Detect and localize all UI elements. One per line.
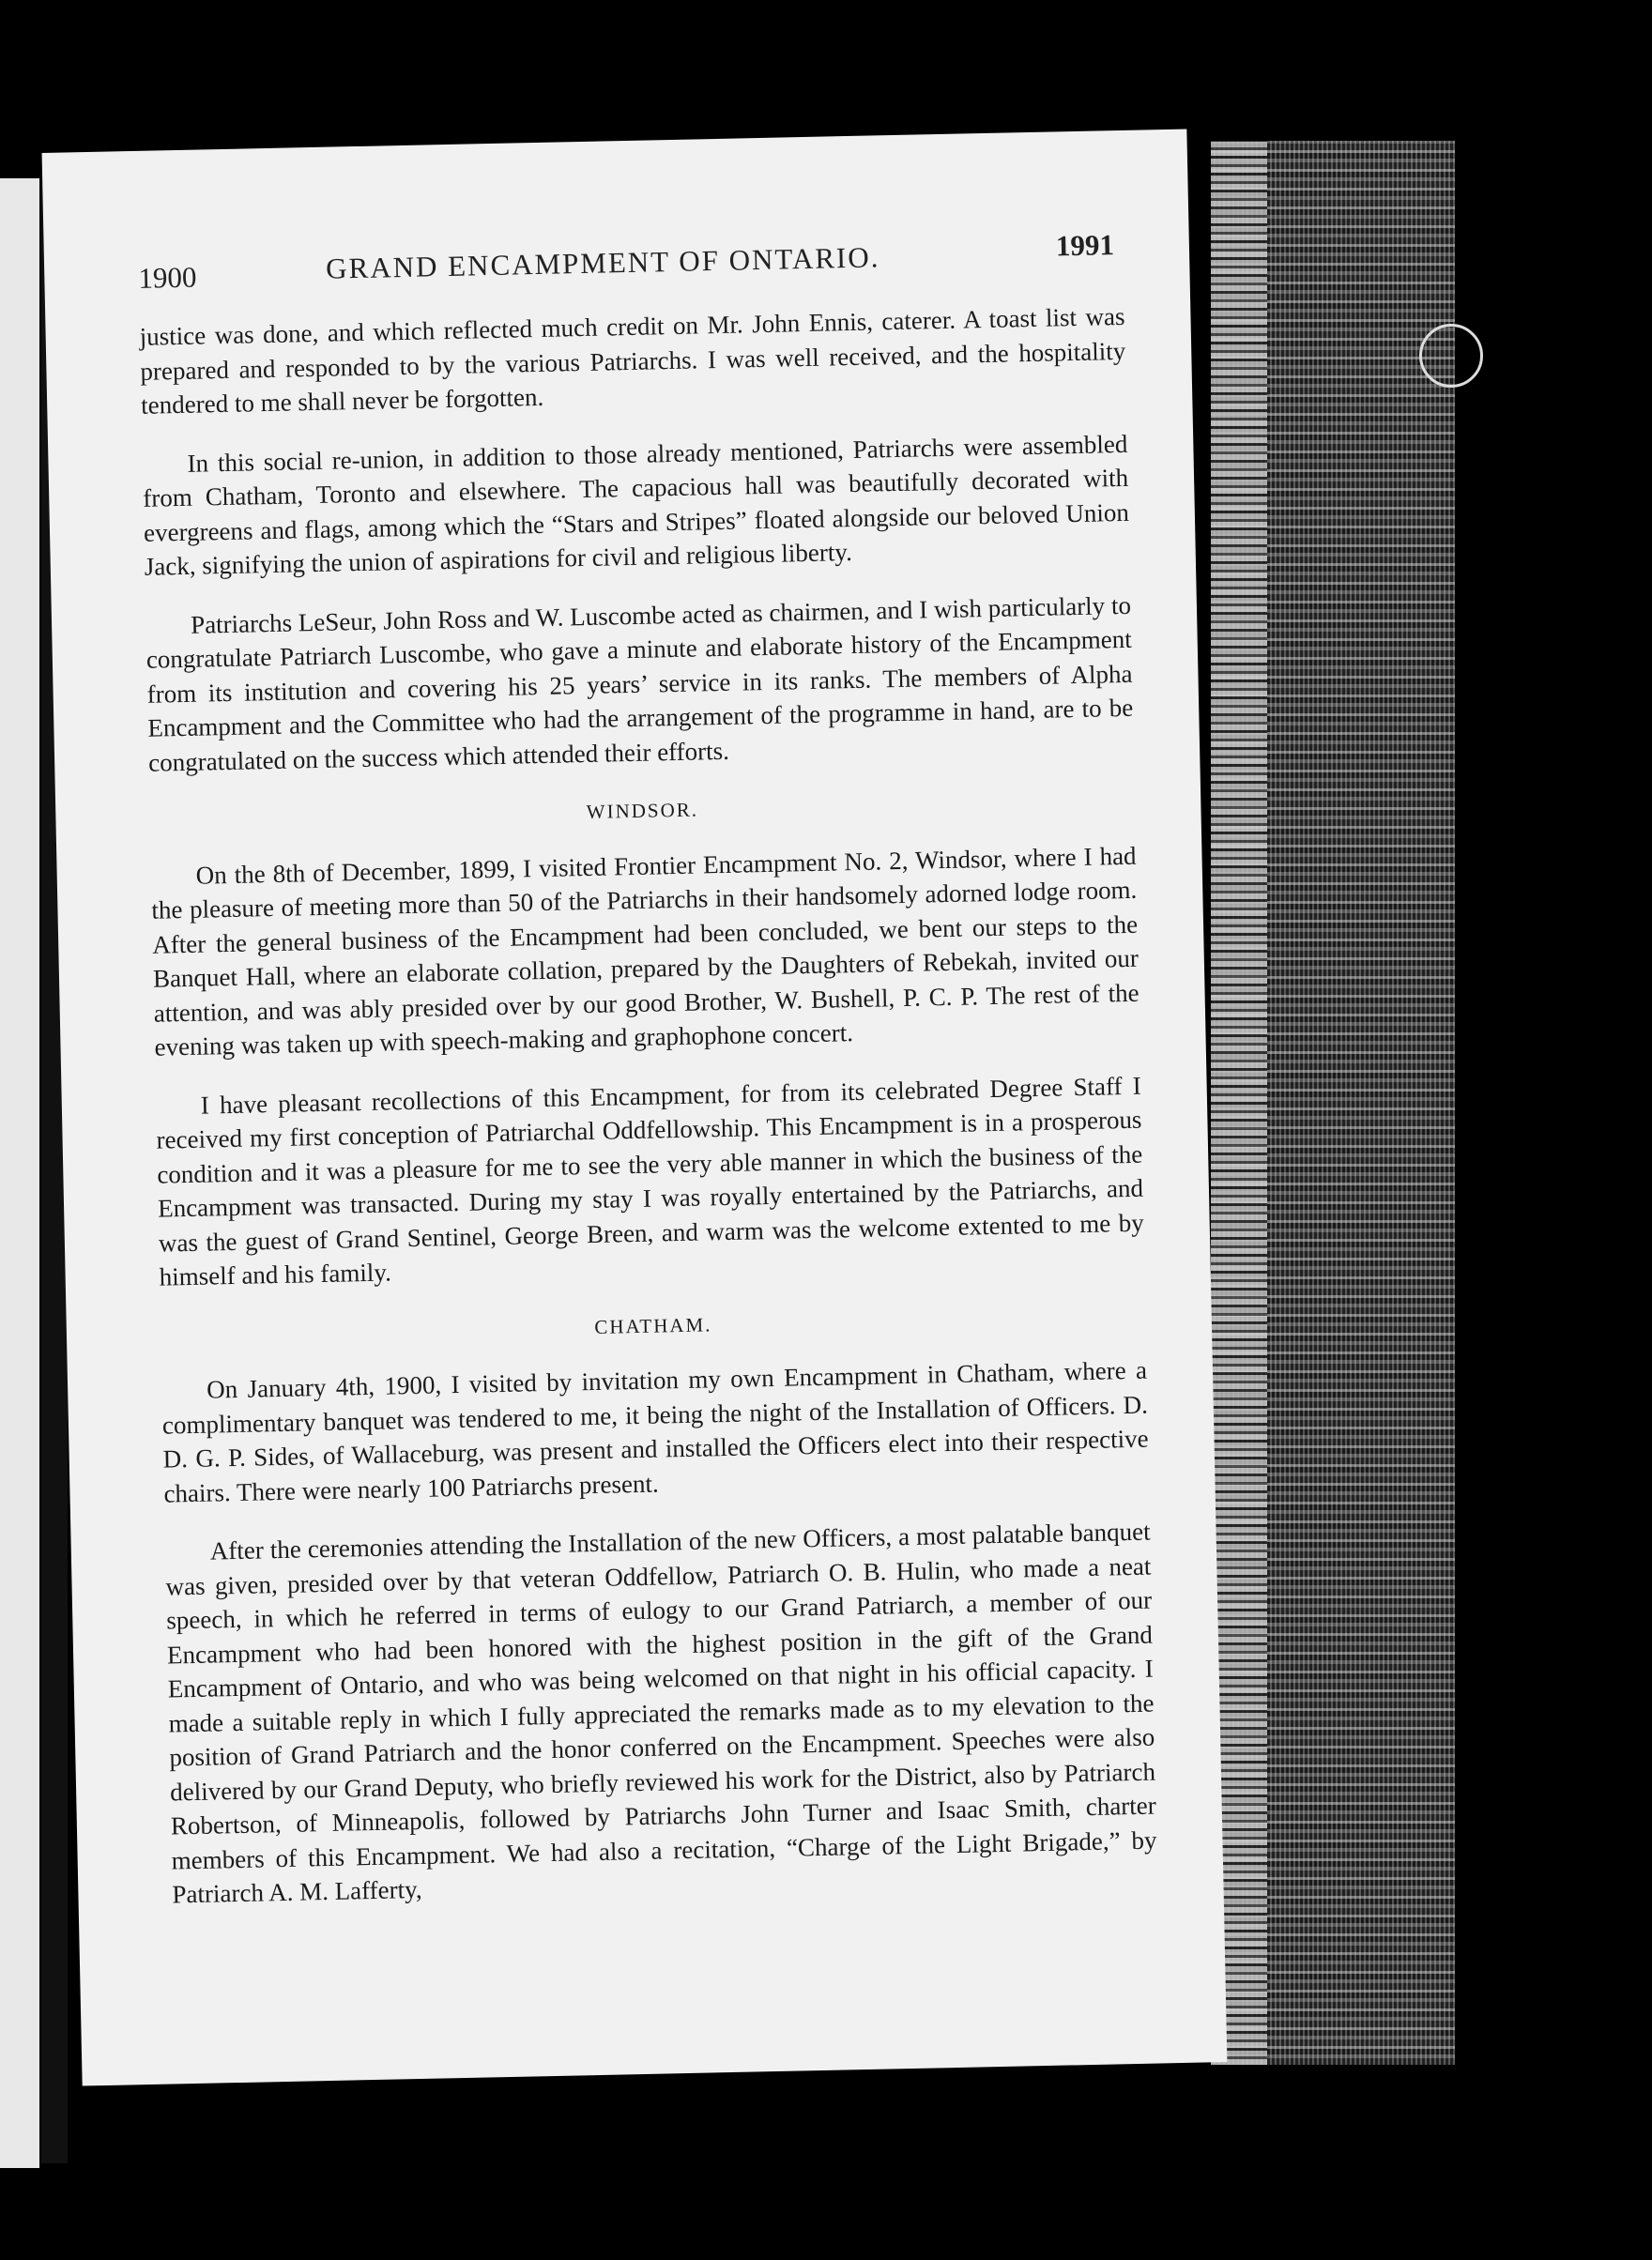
paragraph: After the ceremonies attending the Installation of the new Officers, a most palatable banquet was given, presided over by that veteran Oddfellow, Patriarch O. B. Hulin, who made a neat speech, in which he referred in terms of eulogy to our Grand Patriarch, a member of our Encampment who had been honored with the highest position in the gift of the Grand Encampment of Ontario, and who was being welcomed on that night in his official capacity. I made a suitable reply in which I fully appreciated the remarks made as to my elevation to the position of Grand Patriarch and the honor conferred on the Encampment. Speeches were also delivered by our Grand Deputy, who briefly reviewed his work for the District, also by Patriarch Robertson, of Minneapolis, followed by Patriarchs John Turner and Isaac Smith, charter members of this Encampment. We had also a recitation, “Charge of the Light Brigade,” by Patriarch A. M. Lafferty, [165,1517,1157,1909]
paragraph: I have pleasant recollections of this Encampment, for from its celebrated Degree Staff I received my first conception of Patriarchal Oddfellowship. This Encampment is in a prosperous condition and it was a pleasure for me to see the very able manner in which the business of the Encampment was transacted. During my stay I was royally entertained by the Patriarchs, and was the guest of Grand Sentinel, George Breen, and warm was the welcome extented to me by himself and his family. [156,1071,1144,1291]
header-year: 1900 [138,260,197,295]
section-heading-windsor: WINDSOR. [586,798,699,824]
section-heading-chatham: CHATHAM. [594,1312,712,1338]
paragraph: In this social re-union, in addition to those already mentioned, Patriarchs were assembled from Chatham, Toronto and elsewhere. The capacious hall was beautifully decorated with evergreens and flags, among which the “Stars and Stripes” floated alongside our beloved Union Jack, signifying the union of aspirations for civil and religious liberty. [142,429,1130,581]
paragraph: justice was done, and which reflected much credit on Mr. John Ennis, caterer. A toast list was prepared and responded to by the various Patriarchs. I was well received, and the hospitality tendered to me shall never be forgotten. [139,301,1126,420]
running-header [138,228,1115,303]
page-body [139,299,1158,1936]
page-number: 1991 [1055,228,1115,263]
paragraph: Patriarchs LeSeur, John Ross and W. Luscombe acted as chairmen, and I wish particularly to congratulate Patriarch Luscombe, who gave a minute and elaborate history of the Encampment from its institution and covering his 25 years’ service in its ranks. The members of Alpha Encampment and the Committee who had the arrangement of the programme in hand, are to be congratulated on the success which attended their efforts. [145,590,1134,777]
paragraph: On January 4th, 1900, I visited by invitation my own Encampment in Chatham, where a complimentary banquet was tendered to me, it being the night of the Installation of Officers. D. D. G. P. Sides, of Wallaceburg, was present and installed the Officers elect into their respective chairs. There were nearly 100 Patriarchs present. [161,1355,1149,1508]
left-page-edge [0,178,39,2168]
book-page [42,129,1228,2085]
paragraph: On the 8th of December, 1899, I visited Frontier Encampment No. 2, Windsor, where I had the pleasure of meeting more than 50 of the Patriarchs in their handsomely adorned lodge room. After the general business of the Encampment had been concluded, we bent our steps to the Banquet Hall, where an elaborate collation, prepared by the Daughters of Rebekah, invited our attention, and was ably presided over by our good Brother, W. Bushell, P. C. P. The rest of the evening was taken up with speech-making and graphophone concert. [151,841,1140,1061]
edge-ring-mark [1419,324,1483,388]
header-title: GRAND ENCAMPMENT OF ONTARIO. [325,240,880,285]
